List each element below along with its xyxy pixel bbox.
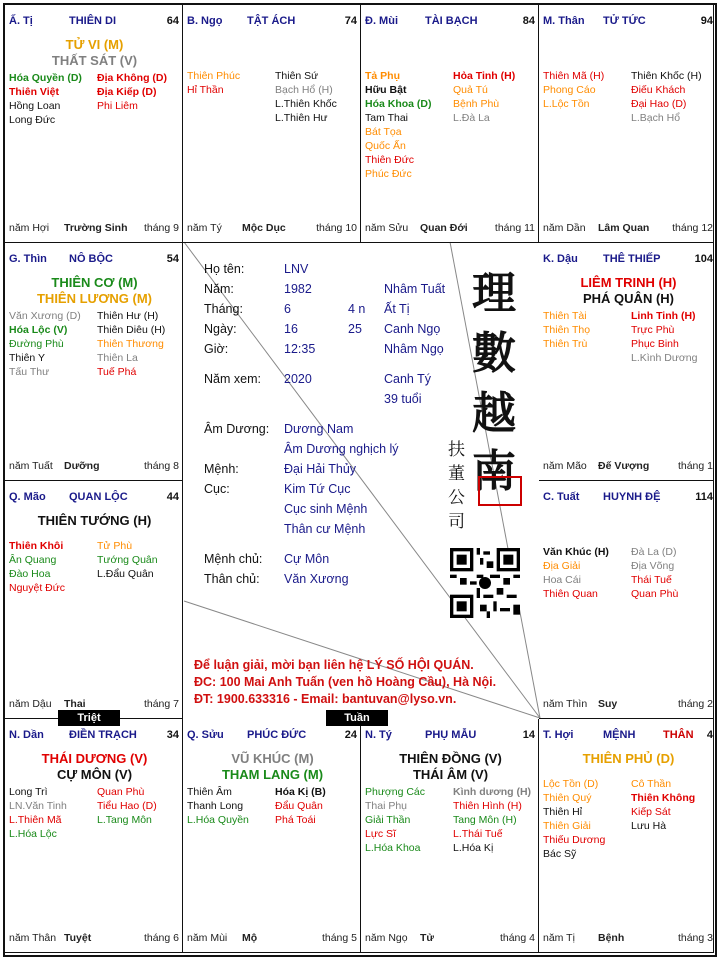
palace-branch: Ấ. Tị — [9, 15, 33, 27]
foot-year: năm Dậu — [9, 698, 52, 710]
value-ho-ten: LNV — [284, 262, 309, 276]
minor-star: Tấu Thư — [9, 366, 50, 378]
center-info-panel — [182, 240, 536, 716]
minor-star: Thiên Mã (H) — [543, 70, 605, 82]
foot-stage: Quan Đới — [420, 222, 468, 234]
value-menh-chu: Cự Môn — [284, 552, 330, 566]
palace-branch: C. Tuất — [543, 491, 580, 503]
minor-star: Hoa Cái — [543, 574, 581, 586]
seal-char-2: 董 — [448, 464, 465, 484]
foot-stage: Mộc Dục — [242, 222, 286, 234]
minor-star: Thiên Hình (H) — [453, 800, 522, 812]
minor-star: Thiên Hỉ — [543, 806, 583, 818]
minor-star: Thiên Quan — [543, 588, 598, 600]
palace-tuat[interactable] — [539, 481, 714, 719]
value-nam: 1982 — [284, 282, 312, 296]
minor-star: Phúc Đức — [365, 168, 412, 180]
label-ngay: Ngày: — [204, 322, 237, 336]
palace-name: THIÊN DI — [69, 15, 117, 27]
foot-stage: Lâm Quan — [598, 222, 650, 234]
palace-name: HUYNH ĐỆ — [603, 491, 661, 503]
minor-star: L.Hóa Kị — [453, 842, 494, 854]
minor-star: Phi Liêm — [97, 100, 138, 112]
foot-stage: Mộ — [242, 932, 258, 944]
minor-star: Tuế Phá — [97, 366, 137, 378]
foot-stage: Tử — [420, 932, 435, 944]
minor-star: Thiên Sứ — [275, 70, 319, 82]
minor-star: Quốc Ấn — [365, 140, 406, 152]
minor-star: Thiên Khôi — [9, 540, 64, 552]
foot-month: tháng 9 — [143, 222, 179, 234]
palace-number: 74 — [344, 15, 357, 27]
value-cuc-3: Thân cư Mệnh — [284, 522, 366, 536]
foot-year: năm Mão — [543, 460, 587, 472]
value-cuc-2: Cục sinh Mệnh — [284, 502, 368, 516]
minor-star: L.Bạch Hổ — [631, 112, 681, 124]
foot-year: năm Sửu — [365, 222, 409, 234]
palace-number: 104 — [694, 253, 713, 265]
minor-star: Long Đức — [9, 114, 56, 126]
left-star-list — [543, 545, 609, 601]
minor-star: Thiên Âm — [187, 786, 232, 798]
minor-star: Thái Tuế — [631, 574, 672, 586]
foot-month: tháng 7 — [143, 698, 179, 710]
left-star-list — [543, 777, 605, 861]
marker-tuan: Tuần — [326, 710, 388, 726]
minor-star: Hồng Loan — [9, 100, 61, 112]
value-am-duong: Dương Nam — [284, 422, 354, 436]
minor-star: Linh Tinh (H) — [631, 310, 696, 322]
label-thang: Tháng: — [204, 302, 243, 316]
right-star-list — [631, 309, 697, 365]
minor-star: Thanh Long — [187, 800, 244, 812]
foot-year: năm Dần — [543, 222, 586, 234]
foot-month: tháng 10 — [316, 222, 357, 234]
minor-star: Đường Phù — [9, 338, 64, 350]
palace-branch: Q. Sửu — [187, 729, 224, 741]
label-am-duong: Âm Dương: — [204, 422, 270, 436]
minor-star: Đại Hao (D) — [631, 98, 687, 110]
minor-star: Thiên Thọ — [543, 324, 591, 336]
foot-month: tháng 11 — [494, 222, 535, 234]
palace-branch: G. Thìn — [9, 253, 47, 265]
main-star: THIÊN PHỦ (D) — [582, 751, 675, 766]
right-star-list — [275, 785, 326, 827]
left-star-list — [543, 69, 604, 111]
minor-star: Lực Sĩ — [365, 828, 396, 840]
value-thang-extra: 4 n — [348, 302, 366, 316]
minor-star: Tướng Quân — [97, 554, 158, 566]
minor-star: Thiên Không — [631, 792, 696, 804]
main-star: THIÊN ĐỒNG (V) — [399, 751, 502, 766]
main-star: CỰ MÔN (V) — [56, 767, 133, 782]
minor-star: Kiếp Sát — [631, 806, 671, 818]
minor-star: Thiên Việt — [9, 86, 59, 98]
foot-month: tháng 2 — [677, 698, 713, 710]
foot-month: tháng 12 — [672, 222, 713, 234]
right-star-list — [453, 785, 531, 855]
value-nam-xem-can-chi: Canh Tý — [384, 372, 432, 386]
minor-star: Cô Thần — [631, 778, 672, 790]
right-star-list — [631, 545, 678, 601]
main-star: PHÁ QUÂN (H) — [583, 291, 674, 306]
minor-star: Ân Quang — [9, 554, 57, 566]
minor-star: Hỉ Thần — [187, 84, 224, 96]
right-star-list — [97, 539, 158, 581]
palace-mao[interactable] — [5, 481, 183, 719]
foot-stage: Dưỡng — [64, 460, 100, 472]
minor-star: Hóa Kị (B) — [275, 786, 326, 798]
palace-number: 24 — [344, 729, 357, 741]
calligraphy-char-1: 理 — [472, 268, 516, 319]
minor-star: Thiên Thương — [97, 338, 164, 350]
foot-stage: Bệnh — [598, 932, 625, 944]
label-menh: Mệnh: — [204, 462, 239, 476]
palace-dau[interactable] — [539, 243, 714, 481]
main-star: THAM LANG (M) — [221, 767, 324, 782]
minor-star: Phục Binh — [631, 338, 679, 350]
palace-number: 94 — [700, 15, 713, 27]
value-ngay: 16 — [284, 322, 298, 336]
left-star-list — [9, 309, 81, 379]
foot-stage: Tuyệt — [64, 932, 92, 944]
contact-line-1: Để luận giải, mời bạn liên hệ LÝ SỐ HỘI QUÁN. — [194, 658, 474, 672]
minor-star: Tả Phụ — [365, 70, 401, 82]
minor-star: L.Hóa Quyền — [187, 814, 249, 826]
palace-branch: M. Thân — [543, 15, 585, 27]
foot-month: tháng 5 — [321, 932, 357, 944]
minor-star: Địa Võng — [631, 560, 675, 572]
palace-number: 4 — [706, 729, 713, 741]
main-star: THIÊN TƯỚNG (H) — [37, 513, 152, 528]
minor-star: L.Tang Môn — [97, 814, 152, 826]
minor-star: L.Hóa Lộc — [9, 828, 57, 840]
palace-dan[interactable] — [5, 719, 183, 953]
value-than-chu: Văn Xương — [284, 572, 349, 586]
palace-extra: THÂN — [663, 729, 694, 741]
value-cuc: Kim Tứ Cục — [284, 482, 351, 496]
value-ngay-can-chi: Canh Ngọ — [384, 322, 441, 336]
label-cuc: Cục: — [204, 482, 230, 496]
minor-star: Bác Sỹ — [543, 848, 577, 860]
minor-star: Hóa Khoa (D) — [365, 98, 432, 110]
value-thang-can-chi: Ất Tị — [384, 302, 410, 316]
minor-star: Hữu Bật — [365, 84, 407, 96]
left-star-list — [187, 69, 240, 97]
calligraphy-char-4: 南 — [472, 446, 516, 497]
minor-star: Đẩu Quân — [275, 800, 323, 812]
palace-than[interactable] — [539, 5, 714, 243]
minor-star: Giải Thần — [365, 814, 411, 826]
minor-star: Thai Phụ — [365, 800, 408, 812]
foot-year: năm Tị — [543, 932, 575, 944]
minor-star: Thiên Khốc (H) — [631, 70, 702, 82]
left-star-list — [9, 539, 65, 595]
palace-number: 44 — [166, 491, 179, 503]
palace-branch: B. Ngọ — [187, 15, 223, 27]
palace-name: TÀI BẠCH — [425, 15, 478, 27]
minor-star: Điếu Khách — [631, 84, 686, 96]
value-gio: 12:35 — [284, 342, 316, 356]
palace-branch: K. Dậu — [543, 253, 578, 265]
minor-star: L.Kình Dương — [631, 352, 698, 364]
label-ho-ten: Họ tên: — [204, 262, 245, 276]
right-star-list — [275, 69, 337, 125]
palace-branch: Đ. Mùi — [365, 15, 398, 27]
foot-month: tháng 1 — [677, 460, 713, 472]
main-star: THẤT SÁT (V) — [51, 53, 138, 68]
palace-name: ĐIỀN TRẠCH — [69, 729, 137, 741]
minor-star: Bát Tọa — [365, 126, 402, 138]
foot-month: tháng 3 — [677, 932, 713, 944]
calligraphy-char-3: 越 — [472, 388, 516, 439]
label-than-chu: Thân chủ: — [204, 572, 260, 586]
palace-branch: N. Dần — [9, 729, 44, 741]
minor-star: Hóa Lộc (V) — [9, 324, 68, 336]
seal-char-3: 公 — [448, 488, 465, 508]
minor-star: L.Thiên Khốc — [275, 98, 337, 110]
value-ngay-extra: 25 — [348, 322, 362, 336]
minor-star: L.Thiên Hư — [275, 112, 328, 124]
foot-stage: Đế Vượng — [598, 460, 650, 472]
foot-month: tháng 4 — [499, 932, 535, 944]
foot-year: năm Ngọ — [365, 932, 408, 944]
seal-char-4: 司 — [448, 512, 465, 532]
minor-star: Phong Cáo — [543, 84, 596, 96]
palace-ty[interactable] — [5, 5, 183, 243]
minor-star: Thiên Đức — [365, 154, 415, 166]
foot-year: năm Mùi — [187, 932, 228, 944]
palace-name: THÊ THIẾP — [603, 253, 661, 265]
minor-star: Tiểu Hao (D) — [97, 800, 157, 812]
minor-star: Thiên Phúc — [187, 70, 241, 82]
palace-hoi[interactable] — [539, 719, 714, 953]
value-gio-can-chi: Nhâm Ngọ — [384, 342, 444, 356]
palace-name: TẬT ÁCH — [247, 15, 296, 27]
minor-star: Lộc Tồn (D) — [543, 778, 599, 790]
left-star-list — [187, 785, 249, 827]
minor-star: Bệnh Phù — [453, 98, 500, 110]
right-star-list — [97, 309, 165, 379]
left-star-list — [365, 785, 425, 855]
minor-star: LN.Văn Tinh — [9, 800, 67, 812]
palace-ti[interactable] — [361, 719, 539, 953]
label-nam-xem: Năm xem: — [204, 372, 261, 386]
label-menh-chu: Mệnh chủ: — [204, 552, 263, 566]
right-star-list — [453, 69, 515, 125]
seal-char-1: 扶 — [448, 440, 465, 460]
foot-year: năm Thân — [9, 932, 57, 944]
left-star-list — [365, 69, 432, 181]
foot-month: tháng 6 — [143, 932, 179, 944]
label-gio: Giờ: — [204, 342, 229, 356]
value-nam-xem: 2020 — [284, 372, 312, 386]
palace-suu[interactable] — [183, 719, 361, 953]
main-star: THÁI DƯƠNG (V) — [41, 751, 148, 766]
minor-star: Tam Thai — [365, 112, 408, 124]
palace-name: TỬ TỨC — [603, 15, 646, 27]
minor-star: Long Trì — [9, 786, 48, 798]
main-star: LIÊM TRINH (H) — [580, 275, 677, 290]
minor-star: Văn Xương (D) — [9, 310, 81, 322]
minor-star: L.Thái Tuế — [453, 828, 503, 840]
calligraphy-char-2: 數 — [472, 328, 516, 379]
minor-star: Quan Phù — [631, 588, 679, 600]
palace-number: 84 — [522, 15, 535, 27]
right-star-list — [97, 71, 167, 113]
minor-star: Tử Phù — [97, 540, 133, 552]
palace-number: 64 — [166, 15, 179, 27]
minor-star: Đà La (D) — [631, 546, 677, 558]
main-star: THIÊN LƯƠNG (M) — [36, 291, 153, 306]
minor-star: Thiên Y — [9, 352, 45, 364]
minor-star: Văn Khúc (H) — [543, 546, 609, 558]
minor-star: Tang Môn (H) — [453, 814, 517, 826]
palace-name: PHỤ MẪU — [425, 729, 477, 741]
right-star-list — [97, 785, 157, 827]
palace-number: 54 — [166, 253, 179, 265]
contact-line-3: ĐT: 1900.633316 - Email: bantuvan@lyso.vn. — [194, 692, 457, 706]
minor-star: Thiên Tài — [543, 310, 587, 322]
minor-star: L.Hóa Khoa — [365, 842, 421, 854]
minor-star: Nguyệt Đức — [9, 582, 66, 594]
foot-stage: Trường Sinh — [64, 222, 128, 234]
minor-star: Thiên Diêu (H) — [97, 324, 166, 336]
minor-star: L.Lộc Tồn — [543, 98, 590, 110]
palace-name: QUAN LỘC — [69, 491, 128, 503]
foot-stage: Thai — [64, 698, 86, 710]
minor-star: L.Đẩu Quân — [97, 568, 154, 580]
palace-name: MỆNH — [603, 729, 636, 741]
qr-code-icon[interactable] — [450, 548, 520, 618]
palace-thin[interactable] — [5, 243, 183, 481]
label-nam: Năm: — [204, 282, 234, 296]
foot-year: năm Tý — [187, 222, 222, 234]
minor-star: Phá Toái — [275, 814, 316, 826]
minor-star: Thiếu Dương — [543, 834, 606, 846]
value-am-duong-2: Âm Dương nghịch lý — [284, 442, 399, 456]
palace-name: NÔ BỘC — [69, 253, 113, 265]
minor-star: Thiên Hư (H) — [97, 310, 159, 322]
main-star: TỬ VI (M) — [65, 37, 124, 52]
minor-star: Thiên La — [97, 352, 138, 364]
main-star: THÁI ÂM (V) — [412, 767, 489, 782]
minor-star: Lưu Hà — [631, 820, 667, 832]
left-star-list — [543, 309, 590, 351]
palace-number: 114 — [695, 491, 713, 503]
foot-year: năm Tuất — [9, 460, 53, 472]
minor-star: Địa Giải — [543, 560, 581, 572]
foot-stage: Suy — [598, 698, 618, 710]
palace-branch: Q. Mão — [9, 491, 46, 503]
palace-number: 14 — [522, 729, 535, 741]
minor-star: Đào Hoa — [9, 568, 51, 580]
foot-month: tháng 8 — [143, 460, 179, 472]
palace-mui[interactable] — [361, 5, 539, 243]
right-star-list — [631, 69, 702, 125]
main-star: VŨ KHÚC (M) — [231, 751, 314, 766]
minor-star: Thiên Giải — [543, 820, 591, 832]
minor-star: Địa Kiếp (D) — [97, 86, 157, 98]
palace-name: PHÚC ĐỨC — [247, 729, 307, 741]
minor-star: Phượng Các — [365, 786, 426, 798]
foot-year: năm Hợi — [9, 222, 50, 234]
minor-star: Địa Không (D) — [97, 72, 167, 84]
minor-star: Hóa Quyền (D) — [9, 72, 82, 84]
minor-star: Quả Tú — [453, 84, 488, 96]
minor-star: Hỏa Tinh (H) — [453, 70, 516, 82]
value-tuoi: 39 tuổi — [384, 392, 422, 406]
red-seal — [478, 476, 522, 506]
palace-branch: N. Tý — [365, 729, 392, 741]
value-thang: 6 — [284, 302, 291, 316]
palace-ngo[interactable] — [183, 5, 361, 243]
palace-branch: T. Hợi — [543, 729, 574, 741]
value-menh: Đại Hải Thủy — [284, 462, 357, 476]
minor-star: Bạch Hổ (H) — [275, 84, 333, 96]
value-nam-can-chi: Nhâm Tuất — [384, 282, 446, 296]
minor-star: Trực Phù — [631, 324, 675, 336]
main-star: THIÊN CƠ (M) — [51, 275, 138, 290]
minor-star: Thiên Trù — [543, 338, 588, 350]
left-star-list — [9, 785, 67, 841]
minor-star: L.Đà La — [453, 112, 490, 124]
minor-star: Thiên Quý — [543, 792, 592, 804]
minor-star: Kình dương (H) — [453, 786, 532, 798]
right-star-list — [631, 777, 695, 833]
palace-number: 34 — [166, 729, 179, 741]
minor-star: Quan Phù — [97, 786, 145, 798]
left-star-list — [9, 71, 82, 127]
foot-year: năm Thìn — [543, 698, 588, 710]
minor-star: L.Thiên Mã — [9, 814, 62, 826]
contact-line-2: ĐC: 100 Mai Anh Tuấn (ven hồ Hoàng Cầu), Hà Nội. — [194, 675, 497, 689]
marker-triet: Triệt — [58, 710, 120, 726]
